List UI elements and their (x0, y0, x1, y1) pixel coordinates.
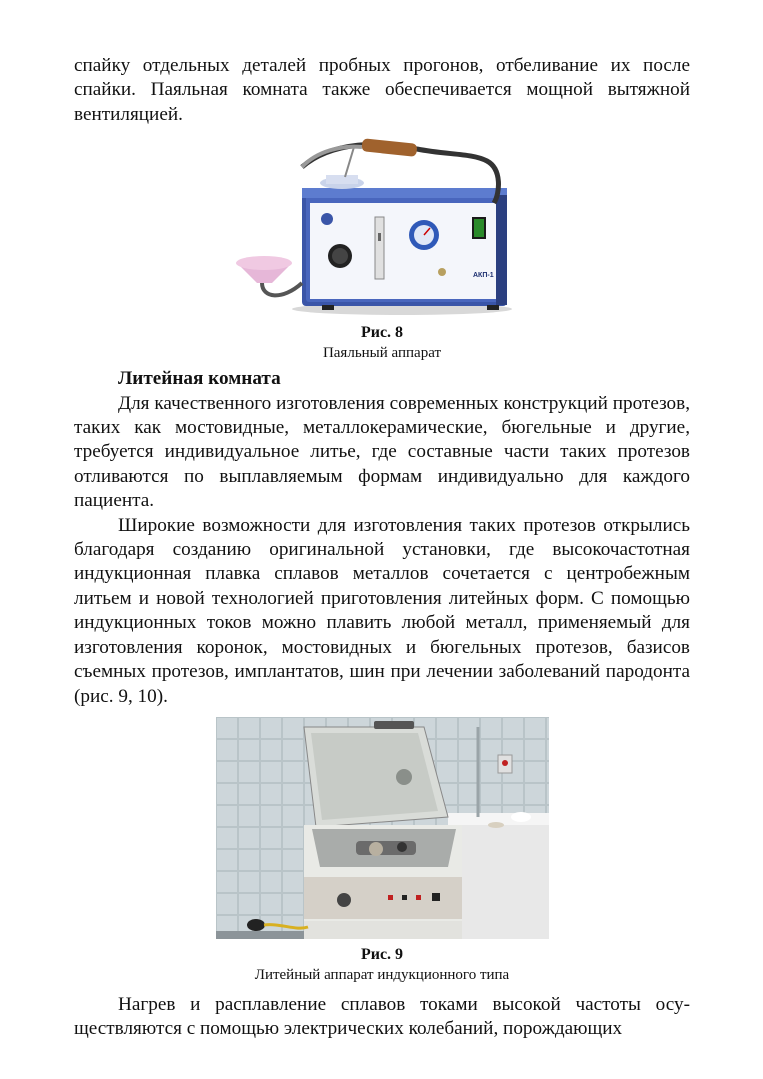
figure-9 (74, 717, 690, 985)
figure-8-number: Рис. 8 (360, 324, 404, 342)
figure-8 (74, 133, 690, 363)
casting-apparatus-photo (216, 717, 549, 939)
figure-9-image (216, 717, 549, 939)
paragraph-casting-intro: Для качественного изготовления современных конструкций протезов, таких как мостовидные, металлокерамические, бюгельные и другие, требуется индивидуальное литье, где составные части таких протезов отливаются по выплавляемым формам индивидуально для каждого пациента. (74, 392, 690, 512)
paragraph-induction: Широкие возможности для изготовления таких протезов открылись благодаря созданию оригинальной установки, где высокочастотная индукционная плавка сплавов металлов сочетается с центробежным литьем и новой технологией приготовления литейных форм. С помощью индукционных токов можно плавить любой металл, применяемый для изготовления коронок, мостовидных и бюгельных протезов, базисов съемных протезов, имплантатов, шин при лечении заболеваний пародонта (рис. 9, 10). (74, 514, 690, 707)
page-content (74, 54, 690, 1042)
device-label: АКП-1 (473, 272, 494, 280)
figure-8-caption: Паяльный аппарат (322, 345, 442, 362)
figure-9-number: Рис. 9 (360, 945, 404, 963)
figure-9-caption: Литейный аппарат индукционного типа (254, 966, 510, 983)
figure-8-image (232, 133, 532, 323)
paragraph-intro: спайку отдельных деталей пробных прогонов, отбеливание их после спайки. Паяльная комната также обеспечивается мощной вытяжной вентиляцией. (74, 55, 690, 125)
paragraph-heating: Нагрев и расплавление сплавов токами высокой частоты осуществляются с помощью электрических колебаний, порождающих (74, 993, 690, 1040)
section-heading: Литейная комната (118, 368, 281, 390)
soldering-apparatus-illustration (232, 133, 532, 323)
